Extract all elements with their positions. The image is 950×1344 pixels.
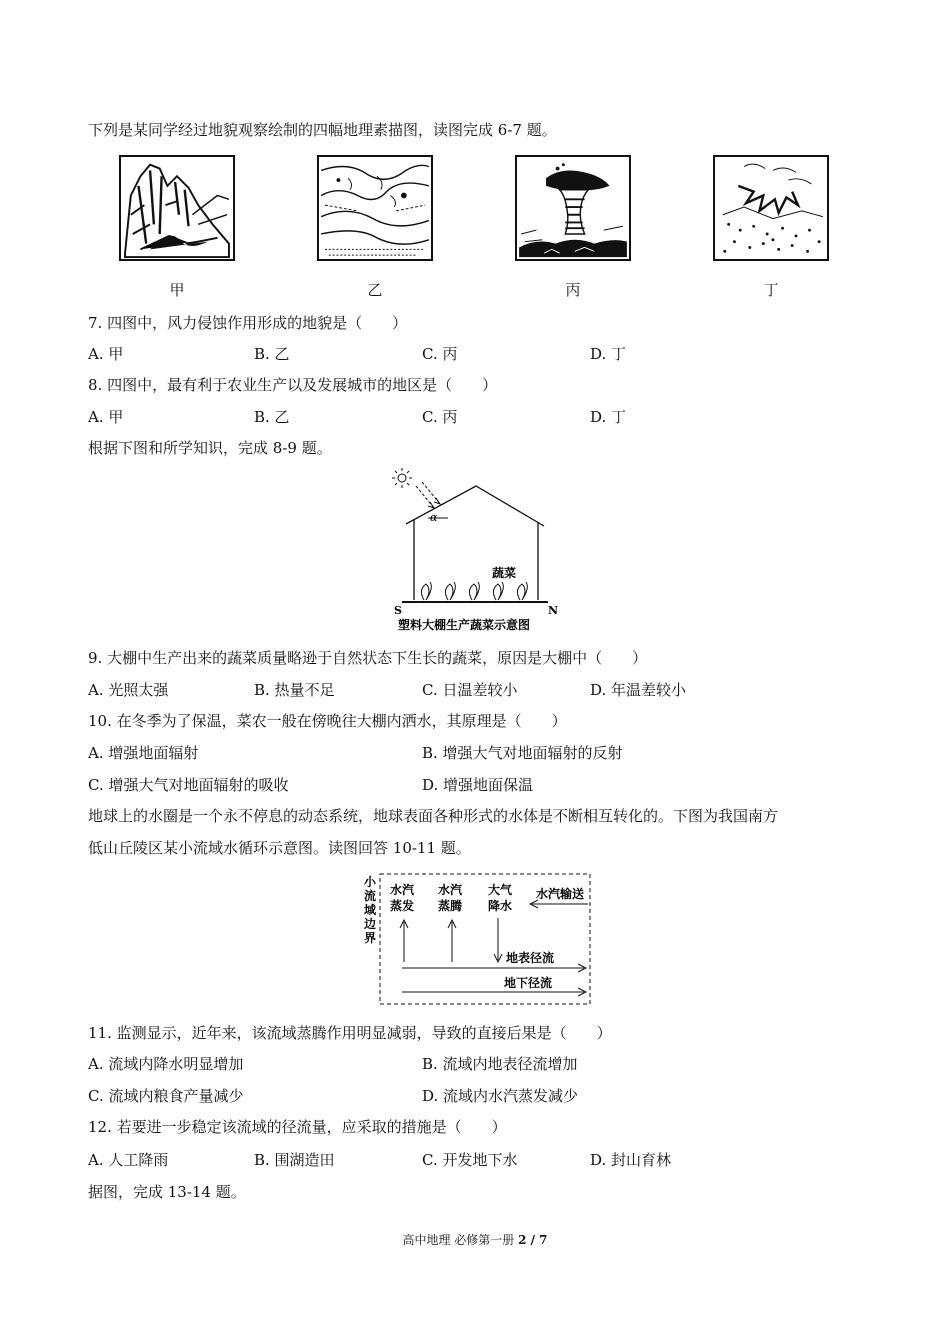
q12-stem: 12. 若要进一步稳定该流域的径流量，应采取的措施是（ ） [88, 1118, 507, 1136]
footer-title: 高中地理 必修第一册 [402, 1233, 519, 1247]
sketch-jia [119, 155, 235, 261]
q7-option-b[interactable]: B. 乙 [254, 345, 290, 363]
boundary-char-4: 边 [364, 917, 377, 931]
sun-icon [392, 468, 412, 488]
q12-option-c[interactable]: C. 开发地下水 [422, 1151, 518, 1169]
surface-runoff-arrow [402, 964, 586, 972]
underground-runoff-label: 地下径流 [504, 976, 553, 990]
q11-option-d[interactable]: D. 流域内水汽蒸发减少 [422, 1087, 579, 1105]
q7-option-c[interactable]: C. 丙 [422, 345, 458, 363]
q10-option-d[interactable]: D. 增强地面保温 [422, 776, 534, 794]
vapor-transport-arrow [530, 900, 588, 908]
q12-option-a[interactable]: A. 人工降雨 [88, 1151, 169, 1169]
page-number: 2 / 7 [518, 1233, 548, 1247]
q10-stem: 10. 在冬季为了保温，菜农一般在傍晚往大棚内洒水，其原理是（ ） [88, 712, 567, 730]
q7-option-d[interactable]: D. 丁 [590, 345, 627, 363]
q8-option-b[interactable]: B. 乙 [254, 408, 290, 426]
q9-option-d[interactable]: D. 年温差较小 [590, 681, 687, 699]
boundary-char-2: 流 [364, 889, 377, 903]
evaporation-label-1: 水汽 [390, 883, 415, 897]
boundary-char-3: 域 [364, 903, 377, 917]
sketch-bing [515, 155, 631, 261]
q8-stem: 8. 四图中，最有利于农业生产以及发展城市的地区是（ ） [88, 376, 498, 394]
q10-option-b[interactable]: B. 增强大气对地面辐射的反射 [422, 744, 623, 762]
page-footer [0, 1231, 950, 1248]
sketch-yi [317, 155, 433, 261]
q8-option-a[interactable]: A. 甲 [88, 408, 124, 426]
q11-option-c[interactable]: C. 流域内粮食产量减少 [88, 1087, 244, 1105]
q9-stem: 9. 大棚中生产出来的蔬菜质量略逊于自然状态下生长的蔬菜，原因是大棚中（ ） [88, 649, 648, 667]
greenhouse-diagram [388, 466, 560, 638]
q11-stem: 11. 监测显示，近年来，该流域蒸腾作用明显减弱，导致的直接后果是（ ） [88, 1024, 612, 1042]
q10-option-c[interactable]: C. 增强大气对地面辐射的吸收 [88, 776, 289, 794]
vegetable-icons [421, 582, 527, 600]
intro-10-11-line2: 低山丘陵区某小流域水循环示意图。读图回答 10-11 题。 [88, 839, 471, 857]
q11-option-b[interactable]: B. 流域内地表径流增加 [422, 1055, 578, 1073]
caption-ding: 丁 [763, 281, 779, 299]
precipitation-label-1: 大气 [488, 883, 513, 897]
q8-option-d[interactable]: D. 丁 [590, 408, 627, 426]
boundary-char-1: 小 [364, 875, 377, 889]
north-label: N [548, 604, 559, 617]
transpiration-label-1: 水汽 [438, 883, 463, 897]
intro-10-11-line1: 地球上的水圈是一个永不停息的动态系统，地球表面各种形式的水体是不断相互转化的。下图为我国南方 [88, 807, 779, 825]
intro-8-9: 根据下图和所学知识，完成 8-9 题。 [88, 439, 332, 457]
caption-bing: 丙 [565, 281, 581, 299]
q7-stem: 7. 四图中，风力侵蚀作用形成的地貌是（ ） [88, 314, 408, 332]
intro-6-7: 下列是某同学经过地貌观察绘制的四幅地理素描图，读图完成 6-7 题。 [88, 121, 557, 139]
watershed-diagram [360, 870, 598, 1008]
transpiration-arrow [448, 920, 456, 962]
vapor-transport-label: 水汽输送 [536, 887, 585, 901]
surface-runoff-label: 地表径流 [506, 951, 555, 965]
vegetable-label: 蔬菜 [492, 566, 517, 580]
intro-13-14: 据图，完成 13-14 题。 [88, 1183, 246, 1201]
q8-option-c[interactable]: C. 丙 [422, 408, 458, 426]
precipitation-arrow [494, 918, 502, 962]
q7-option-a[interactable]: A. 甲 [88, 345, 124, 363]
alpha-label: α [430, 511, 438, 524]
caption-yi: 乙 [367, 281, 383, 299]
q9-option-c[interactable]: C. 日温差较小 [422, 681, 518, 699]
q12-option-b[interactable]: B. 围湖造田 [254, 1151, 335, 1169]
q9-option-b[interactable]: B. 热量不足 [254, 681, 335, 699]
caption-jia: 甲 [169, 281, 185, 299]
transpiration-label-2: 蒸腾 [438, 899, 463, 913]
q10-option-a[interactable]: A. 增强地面辐射 [88, 744, 199, 762]
q12-option-d[interactable]: D. 封山育林 [590, 1151, 672, 1169]
south-label: S [394, 604, 402, 617]
evaporation-arrow [400, 920, 408, 962]
boundary-char-5: 界 [364, 931, 377, 945]
underground-runoff-arrow [402, 988, 586, 996]
evaporation-label-2: 蒸发 [390, 899, 415, 913]
q9-option-a[interactable]: A. 光照太强 [88, 681, 169, 699]
precipitation-label-2: 降水 [488, 899, 513, 913]
greenhouse-caption: 塑料大棚生产蔬菜示意图 [398, 618, 531, 632]
sketch-ding [713, 155, 829, 261]
q11-option-a[interactable]: A. 流域内降水明显增加 [88, 1055, 244, 1073]
